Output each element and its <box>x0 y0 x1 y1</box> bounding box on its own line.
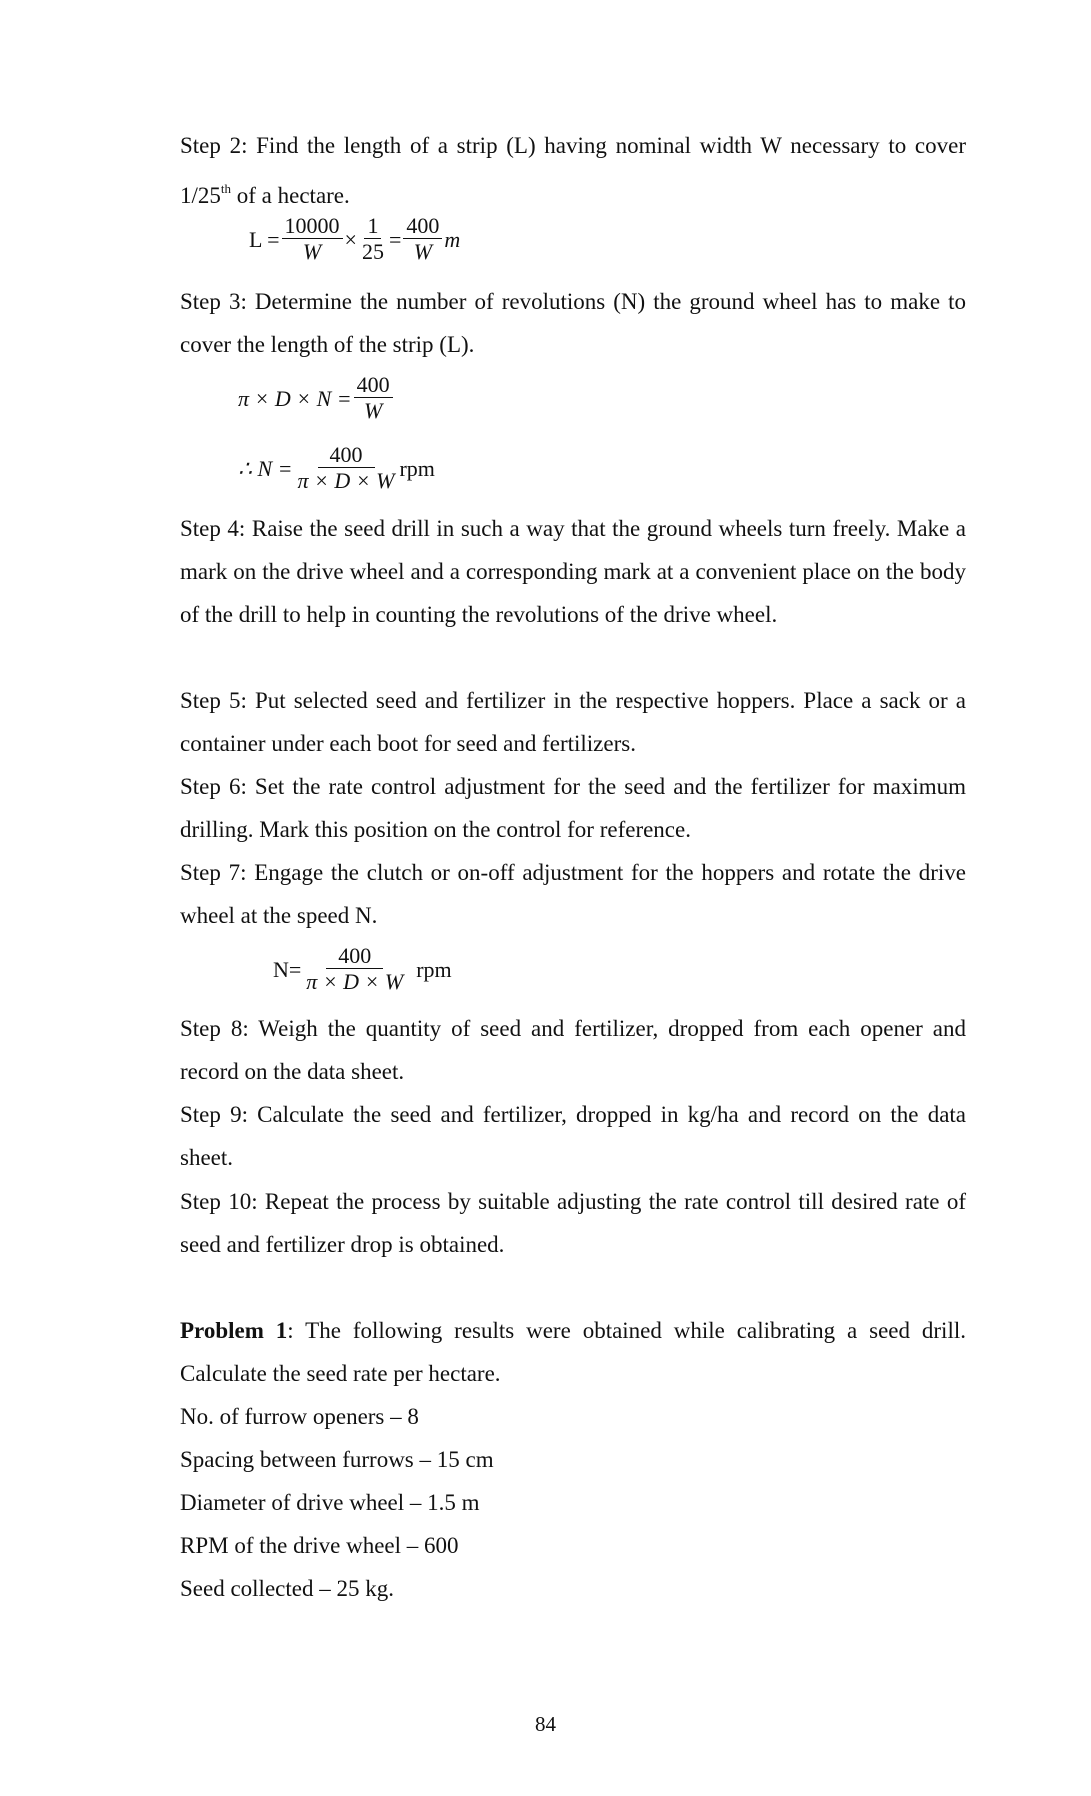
eq-lhs: N= <box>273 956 302 982</box>
step-2-paragraph <box>180 124 966 217</box>
eq-lhs: ∴ N = <box>238 455 293 481</box>
equation-revolutions <box>238 373 395 424</box>
equation-length <box>249 214 460 265</box>
step-5-paragraph: Step 5: Put selected seed and fertilizer in the respective hoppers. Place a sack or a container under each boot for seed and fertilizers. <box>180 688 966 756</box>
fraction-denominator: π × D × W <box>297 468 395 493</box>
step-7-paragraph: Step 7: Engage the clutch or on-off adjustment for the hoppers and rotate the drive wheel at the speed N. <box>180 860 966 928</box>
given-item: Diameter of drive wheel – 1.5 m <box>180 1490 480 1515</box>
given-item: Seed collected – 25 kg. <box>180 1576 394 1601</box>
equals-operator: = <box>388 226 402 252</box>
fraction-denominator: W <box>302 239 322 264</box>
times-operator: × <box>344 226 357 252</box>
fraction-400-over-pi-d-w <box>295 443 398 494</box>
fraction-numerator: 400 <box>326 944 383 969</box>
unit-rpm: rpm <box>399 455 435 481</box>
eq-lhs: L = <box>249 226 280 252</box>
fraction-numerator: 400 <box>354 373 393 398</box>
equation-n-rpm <box>238 443 435 494</box>
problem-text: : The following results were obtained while calibrating a seed drill. Calculate the seed rate per hectare. <box>180 1318 966 1386</box>
given-item: RPM of the drive wheel – 600 <box>180 1533 459 1558</box>
step-6-paragraph: Step 6: Set the rate control adjustment for the seed and the fertilizer for maximum drilling. Mark this position on the control for reference. <box>180 774 966 842</box>
step-3-paragraph: Step 3: Determine the number of revolutions (N) the ground wheel has to make to cover the length of the strip (L). <box>180 289 966 357</box>
fraction-400-over-w <box>403 214 442 265</box>
fraction-1-over-25 <box>359 214 387 265</box>
given-item: Spacing between furrows – 15 cm <box>180 1447 494 1472</box>
step-10-paragraph: Step 10: Repeat the process by suitable adjusting the rate control till desired rate of seed and fertilizer drop is obtained. <box>180 1189 966 1257</box>
superscript-th: th <box>220 181 232 196</box>
fraction-10000-over-w <box>282 214 343 265</box>
fraction-numerator: 400 <box>403 214 442 239</box>
fraction-denominator: W <box>413 239 433 264</box>
problem-label: Problem 1 <box>180 1318 288 1343</box>
fraction-denominator: π × D × W <box>306 969 404 994</box>
step-2-text-end: of a hectare. <box>231 183 350 208</box>
given-data-list <box>180 1395 966 1610</box>
given-item: No. of furrow openers – 8 <box>180 1404 419 1429</box>
fraction-denominator: W <box>363 398 383 423</box>
fraction-numerator: 1 <box>364 214 381 239</box>
fraction-400-over-pi-d-w <box>303 944 406 995</box>
step-8-paragraph: Step 8: Weigh the quantity of seed and fertilizer, dropped from each opener and record on the data sheet. <box>180 1016 966 1084</box>
eq-lhs: π × D × N = <box>238 385 352 411</box>
page-number: 84 <box>535 1712 556 1736</box>
step-4-paragraph: Step 4: Raise the seed drill in such a way that the ground wheels turn freely. Make a mark on the drive wheel and a corresponding mark at a convenient place on the body of the drill to help in counting the revolutions of the drive wheel. <box>180 516 966 627</box>
step-2-text: Step 2: Find the length of a strip (L) having nominal width W necessary to cover 1/25 <box>180 133 966 208</box>
unit-rpm: rpm <box>416 956 452 982</box>
equation-speed-n <box>273 944 452 995</box>
fraction-400-over-w <box>354 373 393 424</box>
fraction-numerator: 10000 <box>282 214 343 239</box>
fraction-numerator: 400 <box>318 443 375 468</box>
unit-m: m <box>444 226 461 252</box>
problem-1-paragraph <box>180 1309 966 1395</box>
fraction-denominator: 25 <box>361 239 384 264</box>
step-9-paragraph: Step 9: Calculate the seed and fertilizer, dropped in kg/ha and record on the data sheet. <box>180 1102 966 1170</box>
